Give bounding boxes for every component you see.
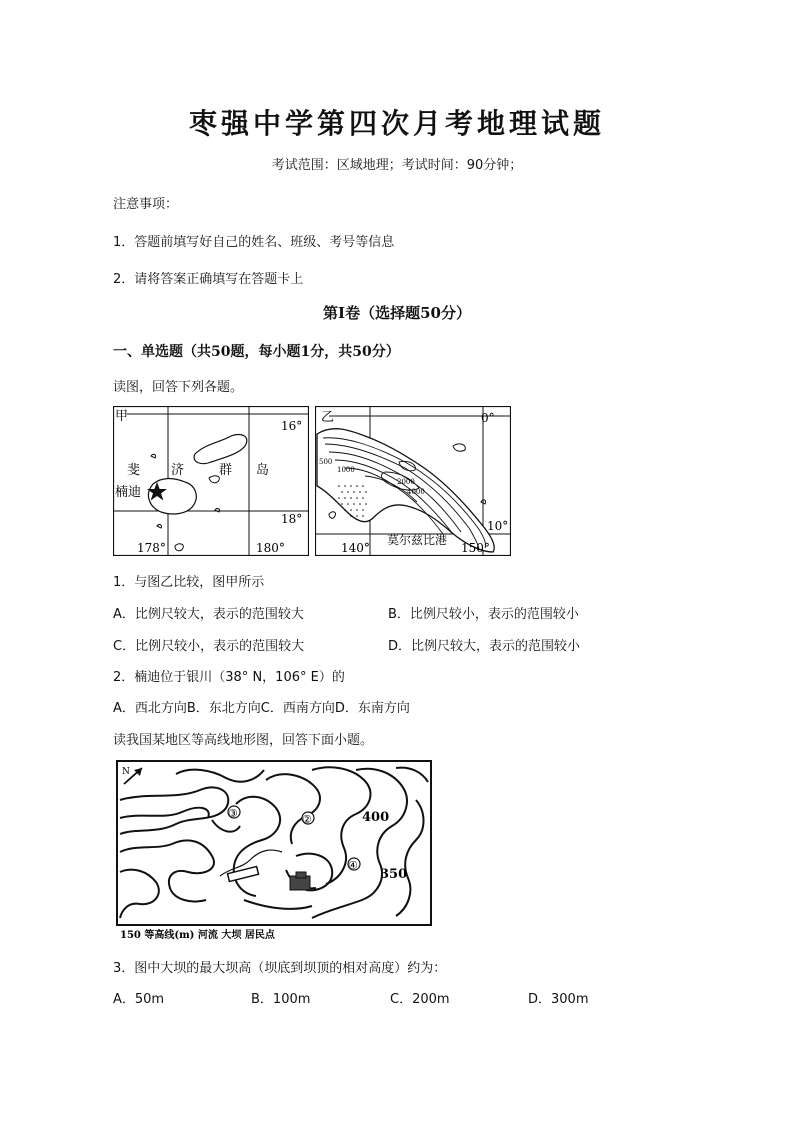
map-jia-place-4: 岛 — [256, 463, 270, 478]
map-yi-city: 莫尔兹比港 — [387, 533, 448, 547]
part-title: 一、单选题（共50题，每小题1分，共50分） — [113, 344, 400, 360]
q2-stem: 2．楠迪位于银川（38° N，106° E）的 — [113, 670, 345, 685]
contour-mark-2: ② — [302, 813, 312, 826]
q2-options: A．西北方向B．东北方向C．西南方向D．东南方向 — [113, 701, 410, 716]
map-yi-figure — [315, 406, 511, 556]
note-item-1: 1．答题前填写好自己的姓名、班级、考号等信息 — [113, 235, 395, 250]
map-jia-place-3: 群 — [219, 463, 233, 478]
map-yi-contour-500: 500 — [319, 458, 333, 466]
map-jia-lon-left: 178° — [137, 541, 166, 555]
q3-stem: 3．图中大坝的最大坝高（坝底到坝顶的相对高度）约为： — [113, 961, 447, 976]
map-yi-lat-bottom: 10° — [487, 519, 509, 533]
map-jia-figure — [113, 406, 309, 556]
page-title: 枣强中学第四次月考地理试题 — [188, 107, 605, 140]
map-jia — [113, 406, 309, 556]
contour-label-350: 350 — [380, 867, 408, 882]
map-yi-lon-left: 140° — [341, 541, 370, 555]
q3-option-b: B．100m — [251, 992, 311, 1007]
contour-label-400: 400 — [362, 810, 390, 825]
map-yi-label: 乙 — [321, 410, 335, 425]
q1-option-c: C．比例尺较小，表示的范围较大 — [113, 639, 305, 654]
q3-option-c: C．200m — [390, 992, 450, 1007]
map-yi-contour-1000: 1000 — [337, 466, 355, 474]
map-jia-city: 楠迪 — [115, 485, 142, 500]
map-jia-lat-top: 16° — [281, 419, 303, 433]
map-jia-lat-bottom: 18° — [281, 512, 303, 526]
q1-stem: 1．与图乙比较，图甲所示 — [113, 575, 265, 590]
q1-option-b: B．比例尺较小，表示的范围较小 — [388, 607, 579, 622]
q1-option-d: D．比例尺较大，表示的范围较小 — [388, 639, 581, 654]
map-jia-place-1: 斐 — [127, 463, 141, 478]
map-jia-place-2: 济 — [171, 463, 185, 478]
map-yi — [315, 406, 511, 556]
q1-option-a: A．比例尺较大，表示的范围较大 — [113, 607, 304, 622]
contour-map-figure — [116, 760, 434, 944]
map-jia-label: 甲 — [115, 409, 129, 424]
intro-1: 读图，回答下列各题。 — [113, 380, 244, 395]
map-yi-contour-2000: 2000 — [397, 478, 415, 486]
svg-text:N: N — [122, 767, 130, 777]
q3-option-d: D．300m — [528, 992, 589, 1007]
map-jia-lon-right: 180° — [256, 541, 285, 555]
intro-2: 读我国某地区等高线地形图，回答下面小题。 — [113, 733, 374, 748]
map-yi-contour-4000: 4000 — [407, 488, 425, 496]
contour-map — [116, 760, 434, 944]
section-title: 第I卷（选择题50分） — [323, 304, 471, 322]
notes-heading: 注意事项： — [113, 197, 179, 212]
contour-legend: 150 等高线(m) 河流 大坝 居民点 — [120, 930, 275, 941]
contour-mark-4: ④ — [348, 859, 358, 872]
map-yi-lat-top: 0° — [481, 411, 495, 425]
contour-mark-3: ③ — [228, 807, 238, 820]
exam-subtitle: 考试范围：区域地理；考试时间：90分钟； — [271, 158, 523, 173]
map-yi-lon-right: 150° — [461, 541, 490, 555]
q3-option-a: A．50m — [113, 992, 165, 1007]
note-item-2: 2．请将答案正确填写在答题卡上 — [113, 272, 304, 287]
